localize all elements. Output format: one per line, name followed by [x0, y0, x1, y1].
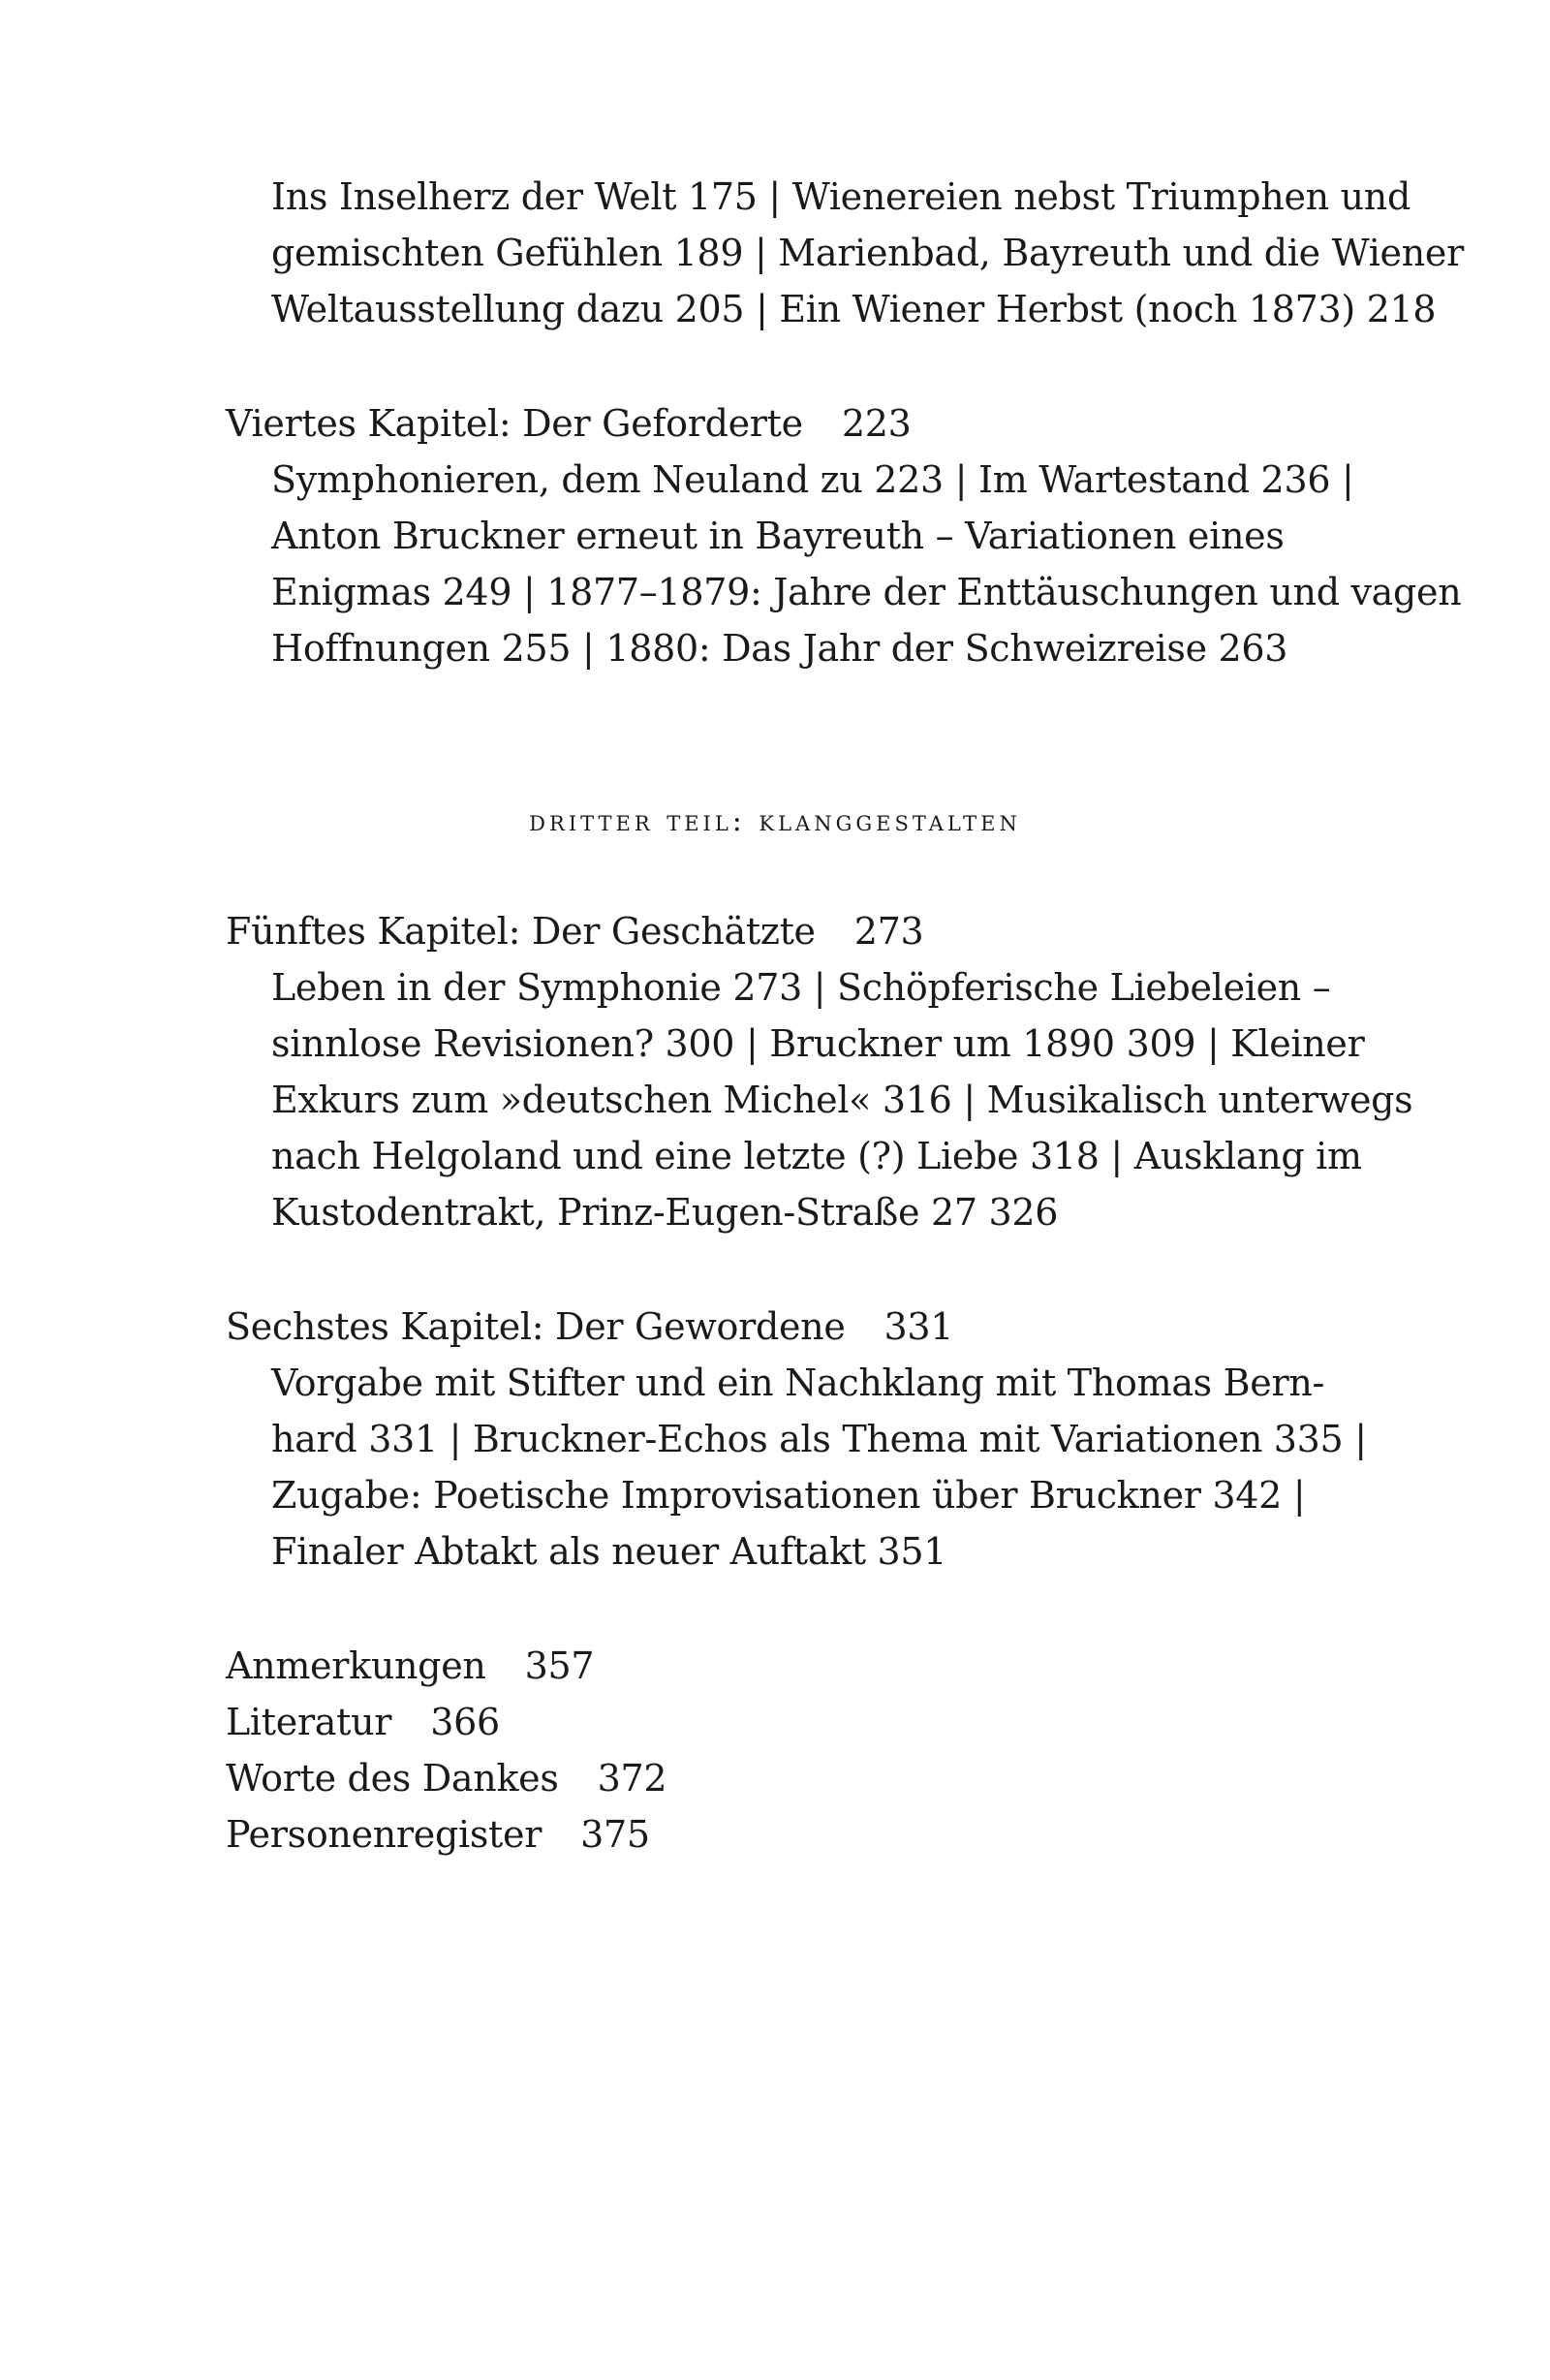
toc-line: hard 331 | Bruckner-Echos als Thema mit Variationen 335 | [271, 1418, 1367, 1460]
toc-line: gemischten Gefühlen 189 | Marienbad, Bayreuth und die Wiener [271, 232, 1464, 274]
chapter-heading [226, 395, 911, 452]
backmatter-entry [226, 1638, 594, 1694]
toc-line: Exkurs zum »deutschen Michel« 316 | Musikalisch unterwegs [271, 1079, 1413, 1121]
toc-line: Enigmas 249 | 1877–1879: Jahre der Enttäuschungen und vagen [271, 571, 1462, 613]
toc-line: Kustodentrakt, Prinz-Eugen-Straße 27 326 [271, 1191, 1059, 1234]
backmatter-entry [226, 1750, 666, 1806]
backmatter-page-number: 375 [580, 1813, 650, 1856]
chapter-heading [226, 1299, 953, 1355]
backmatter-title: Literatur [226, 1701, 392, 1743]
backmatter-entry [226, 1806, 650, 1863]
chapter-page-number: 331 [884, 1305, 954, 1348]
chapter-title: Sechstes Kapitel: Der Gewordene [226, 1305, 846, 1348]
chapter-title: Viertes Kapitel: Der Geforderte [226, 402, 803, 445]
toc-line: Symphonieren, dem Neuland zu 223 | Im Wartestand 236 | [271, 458, 1354, 501]
backmatter-title: Worte des Dankes [226, 1757, 559, 1800]
backmatter-entry [226, 1694, 500, 1750]
part-heading: dritter teil: klanggestalten [529, 804, 1021, 838]
toc-line: Hoffnungen 255 | 1880: Das Jahr der Schweizreise 263 [271, 627, 1288, 670]
toc-line: nach Helgoland und eine letzte (?) Liebe 318 | Ausklang im [271, 1135, 1362, 1177]
backmatter-title: Personenregister [226, 1813, 542, 1856]
toc-line: sinnlose Revisionen? 300 | Bruckner um 1890 309 | Kleiner [271, 1022, 1365, 1065]
backmatter-page-number: 366 [430, 1701, 500, 1743]
chapter-title: Fünftes Kapitel: Der Geschätzte [226, 910, 816, 953]
toc-line: Zugabe: Poetische Improvisationen über Bruckner 342 | [271, 1474, 1306, 1517]
backmatter-page-number: 372 [597, 1757, 667, 1800]
chapter-page-number: 223 [841, 402, 912, 445]
backmatter-title: Anmerkungen [226, 1644, 486, 1687]
toc-line: Ins Inselherz der Welt 175 | Wienereien nebst Triumphen und [271, 175, 1410, 218]
toc-line: Vorgabe mit Stifter und ein Nachklang mit Thomas Bern- [271, 1362, 1325, 1404]
chapter-page-number: 273 [853, 910, 924, 953]
backmatter-page-number: 357 [524, 1644, 595, 1687]
toc-line: Anton Bruckner erneut in Bayreuth – Variationen eines [271, 515, 1285, 557]
chapter-heading [226, 903, 923, 959]
toc-line: Leben in der Symphonie 273 | Schöpferische Liebeleien – [271, 966, 1331, 1009]
toc-line: Finaler Abtakt als neuer Auftakt 351 [271, 1530, 947, 1573]
toc-line: Weltausstellung dazu 205 | Ein Wiener Herbst (noch 1873) 218 [271, 288, 1437, 330]
